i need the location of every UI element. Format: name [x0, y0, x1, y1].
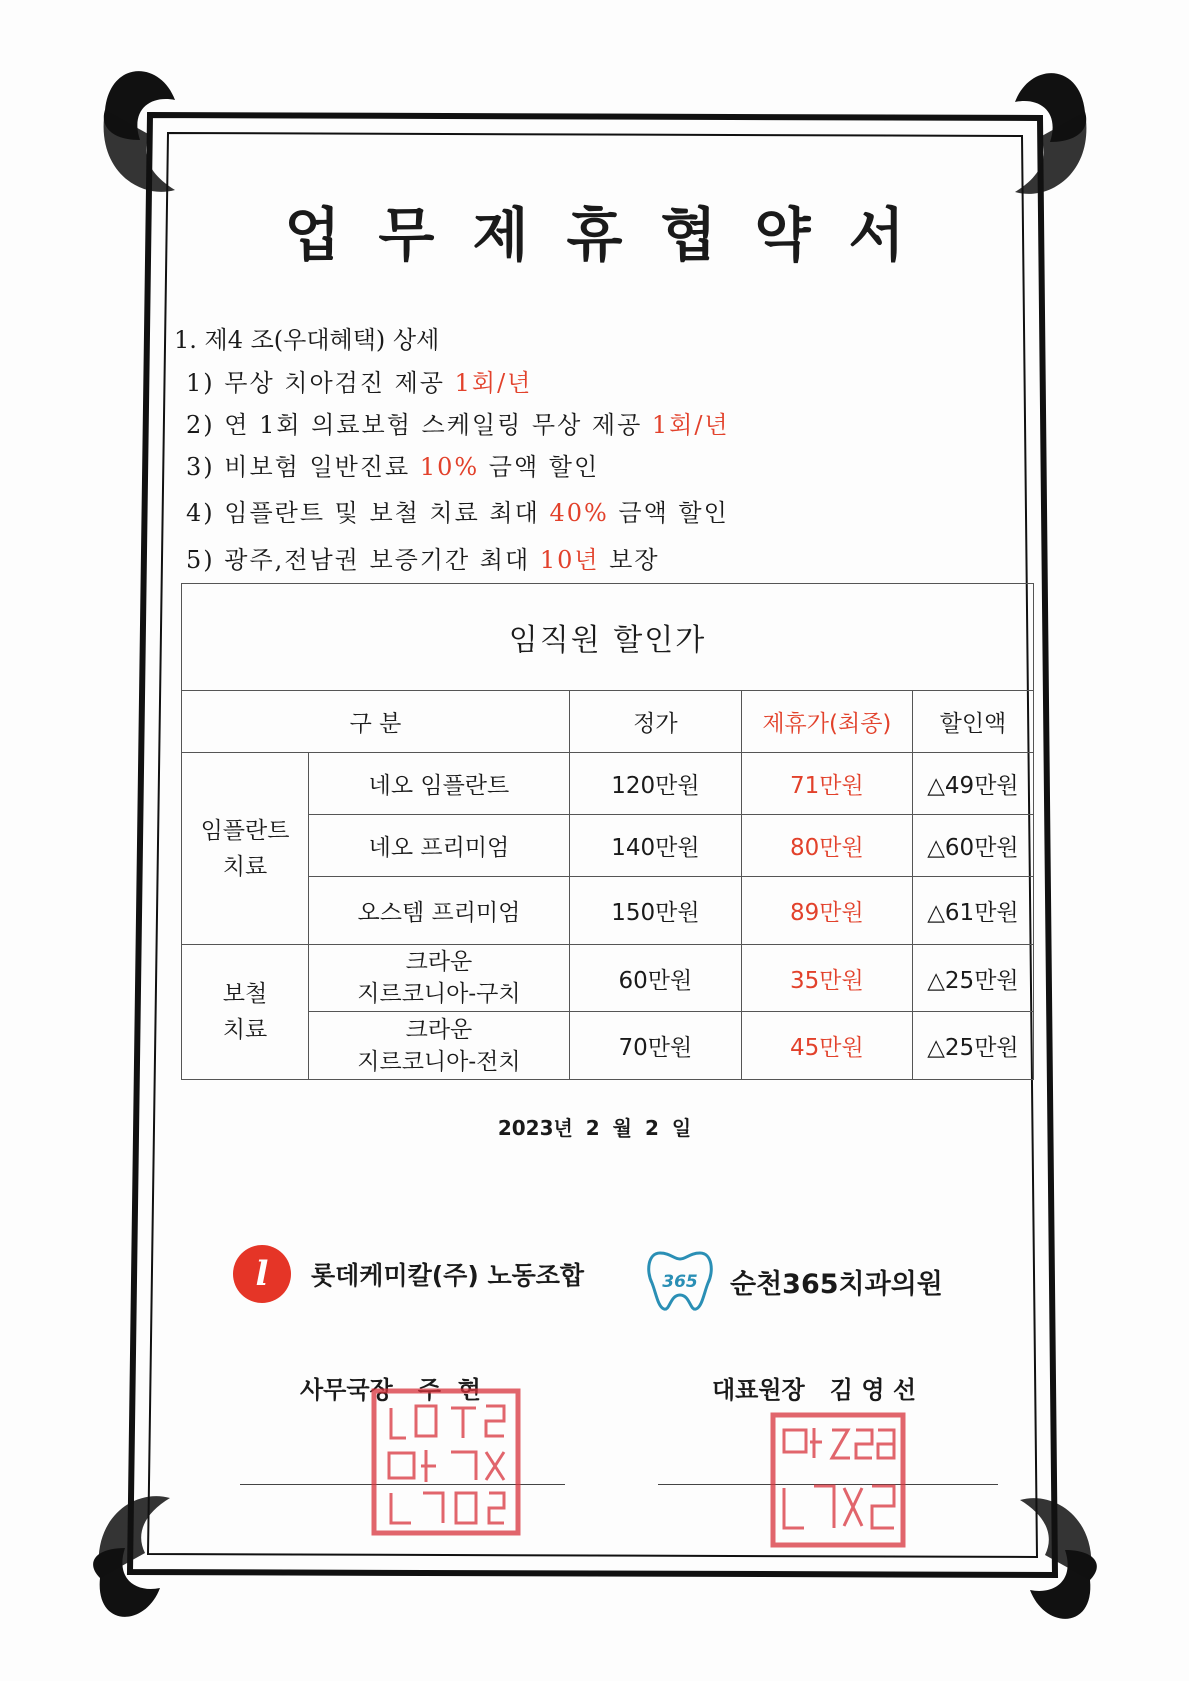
discount-amount: △61만원 — [912, 877, 1033, 945]
header-partner-price: 제휴가(최종) — [741, 691, 912, 753]
table-row — [182, 815, 1034, 877]
header-category: 구 분 — [182, 691, 570, 753]
left-party-name: 롯데케미칼(주) 노동조합 — [311, 1261, 585, 1290]
right-party-logo — [640, 1245, 943, 1317]
partner-price: 80만원 — [741, 815, 912, 877]
regular-price: 150만원 — [569, 877, 741, 945]
partner-price: 89만원 — [741, 877, 912, 945]
union-seal-stamp — [371, 1388, 521, 1536]
clinic-seal-stamp — [770, 1412, 906, 1548]
table-row — [182, 1012, 1034, 1080]
regular-price: 120만원 — [569, 753, 741, 815]
section-heading: 1. 제4 조(우대혜택) 상세 — [174, 326, 440, 354]
table-row — [182, 753, 1034, 815]
table-header-row — [182, 691, 1034, 753]
document-title: 업무제휴협약서 — [284, 201, 943, 269]
agreement-date: 2023년 2 월 2 일 — [497, 1116, 692, 1140]
right-signer: 대표원장 김 영 선 — [712, 1376, 917, 1404]
table-row — [182, 945, 1034, 1012]
right-party-name: 순천365치과의원 — [730, 1268, 943, 1300]
left-party-logo — [233, 1245, 584, 1303]
regular-price: 140만원 — [569, 815, 741, 877]
group-implant: 임플란트 치료 — [182, 753, 309, 945]
tooth-logo-icon — [640, 1245, 720, 1317]
discount-amount: △25만원 — [912, 1012, 1033, 1080]
regular-price: 60만원 — [569, 945, 741, 1012]
table-row — [182, 877, 1034, 945]
group-prosthetic: 보철 치료 — [182, 945, 309, 1080]
svg-text:365: 365 — [662, 1272, 698, 1292]
benefit-item-5: 5) 광주,전남권 보증기간 최대 10년 보장 — [186, 546, 660, 574]
discount-amount: △60만원 — [912, 815, 1033, 877]
item-name: 네오 임플란트 — [309, 753, 570, 815]
regular-price: 70만원 — [569, 1012, 741, 1080]
benefit-item-3: 3) 비보험 일반진료 10% 금액 할인 — [186, 453, 600, 481]
partner-price: 71만원 — [741, 753, 912, 815]
lotte-logo-icon: l — [233, 1245, 291, 1303]
benefit-item-4: 4) 임플란트 및 보철 치료 최대 40% 금액 할인 — [186, 499, 729, 527]
discount-table — [181, 583, 1034, 1080]
discount-amount: △25만원 — [912, 945, 1033, 1012]
discount-amount: △49만원 — [912, 753, 1033, 815]
partner-price: 45만원 — [741, 1012, 912, 1080]
benefit-item-1: 1) 무상 치아검진 제공 1회/년 — [186, 369, 533, 397]
table-title: 임직원 할인가 — [182, 584, 1034, 691]
item-name: 크라운 지르코니아-전치 — [309, 1012, 570, 1080]
benefit-item-2: 2) 연 1회 의료보험 스케일링 무상 제공 1회/년 — [186, 411, 730, 439]
item-name: 오스템 프리미엄 — [309, 877, 570, 945]
header-regular-price: 정가 — [569, 691, 741, 753]
item-name: 네오 프리미엄 — [309, 815, 570, 877]
left-signer: 사무국장 주 현 — [300, 1376, 481, 1404]
item-name: 크라운 지르코니아-구치 — [309, 945, 570, 1012]
header-discount: 할인액 — [912, 691, 1033, 753]
partner-price: 35만원 — [741, 945, 912, 1012]
